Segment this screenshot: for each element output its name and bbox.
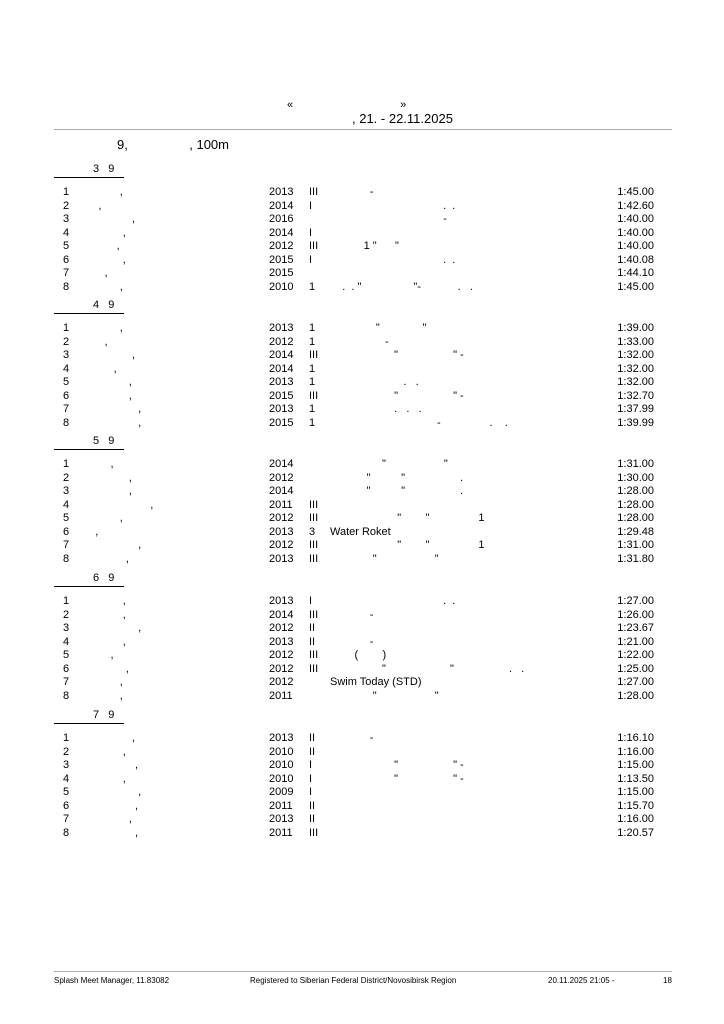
- result-place: 3: [63, 349, 70, 361]
- result-place: 4: [63, 498, 70, 511]
- result-rank: II: [309, 813, 316, 825]
- result-place: 6: [63, 662, 70, 675]
- heat-label-underline: [54, 177, 124, 178]
- result-rank: 1: [309, 335, 316, 348]
- result-rank: III: [309, 539, 319, 551]
- result-row: [0, 732, 724, 745]
- result-row: [0, 526, 724, 539]
- result-rank: 1: [309, 416, 316, 429]
- result-rank: II: [309, 799, 316, 812]
- result-club: " " . .: [330, 662, 525, 675]
- result-rank: III: [309, 240, 319, 252]
- result-name: ,: [80, 759, 139, 771]
- meet-dates: , 21. - 22.11.2025: [352, 111, 453, 126]
- result-club: . . .: [330, 403, 422, 415]
- result-row: [0, 773, 724, 786]
- heat-label-underline: [54, 723, 124, 724]
- result-birth-year: 2013: [269, 635, 294, 648]
- result-entry-time: 1:42.60: [617, 199, 654, 212]
- result-entry-time: 1:28.00: [617, 512, 654, 524]
- result-birth-year: 2013: [269, 376, 294, 388]
- result-entry-time: 1:40.00: [617, 226, 654, 239]
- result-club: - . .: [330, 416, 508, 429]
- result-name: ,: [80, 403, 142, 415]
- result-row: [0, 485, 724, 498]
- result-club: . . " "- . .: [330, 280, 473, 293]
- result-place: 4: [63, 226, 70, 239]
- result-rank: I: [309, 759, 313, 771]
- result-row: [0, 622, 724, 635]
- result-rank: III: [309, 186, 319, 198]
- result-name: ,: [80, 595, 126, 607]
- result-row: [0, 322, 724, 335]
- result-club: " " -: [330, 389, 464, 402]
- result-row: [0, 663, 724, 676]
- result-club: . .: [330, 595, 456, 607]
- result-club: " ": [330, 552, 439, 565]
- result-row: [0, 472, 724, 485]
- result-entry-time: 1:39.99: [617, 416, 654, 429]
- result-rank: II: [309, 622, 316, 634]
- result-entry-time: 1:26.00: [617, 608, 654, 621]
- result-birth-year: 2013: [269, 552, 294, 565]
- result-name: ,: [80, 649, 114, 661]
- result-rank: 1: [309, 362, 316, 375]
- result-rank: III: [309, 349, 319, 361]
- result-rank: I: [309, 253, 313, 266]
- result-birth-year: 2015: [269, 267, 294, 279]
- result-club: . .: [330, 253, 456, 266]
- result-rank: I: [309, 595, 313, 607]
- result-place: 6: [63, 799, 70, 812]
- result-place: 3: [63, 759, 70, 771]
- result-birth-year: 2011: [269, 689, 293, 702]
- result-place: 1: [63, 186, 70, 198]
- footer-page-number: 18: [663, 976, 672, 985]
- result-entry-time: 1:32.00: [617, 376, 654, 388]
- result-name: ,: [80, 512, 123, 524]
- result-entry-time: 1:15.00: [617, 759, 654, 771]
- footer-software: Splash Meet Manager, 11.83082: [54, 976, 170, 985]
- result-entry-time: 1:32.00: [617, 362, 654, 375]
- result-name: ,: [80, 389, 132, 402]
- result-name: ,: [80, 498, 154, 511]
- result-row: [0, 609, 724, 622]
- result-entry-time: 1:29.48: [617, 525, 654, 538]
- result-name: ,: [80, 471, 132, 484]
- result-birth-year: 2012: [269, 240, 294, 252]
- result-birth-year: 2012: [269, 649, 294, 661]
- result-name: ,: [80, 826, 139, 839]
- result-row: [0, 595, 724, 608]
- result-rank: I: [309, 226, 313, 239]
- result-birth-year: 2014: [269, 458, 294, 470]
- result-birth-year: 2012: [269, 512, 294, 524]
- result-place: 4: [63, 772, 70, 785]
- result-entry-time: 1:25.00: [617, 662, 654, 675]
- result-row: [0, 649, 724, 662]
- result-club: -: [330, 608, 374, 621]
- result-name: ,: [80, 772, 126, 785]
- result-name: ,: [80, 199, 102, 212]
- result-rank: III: [309, 826, 319, 839]
- result-entry-time: 1:23.67: [617, 622, 654, 634]
- heat-label: 5 9: [93, 435, 115, 447]
- result-rank: 1: [309, 280, 316, 293]
- result-row: [0, 636, 724, 649]
- result-rank: 1: [309, 376, 316, 388]
- result-entry-time: 1:28.00: [617, 498, 654, 511]
- result-row: [0, 512, 724, 525]
- result-place: 2: [63, 608, 70, 621]
- result-club: . .: [330, 199, 456, 212]
- result-club: -: [330, 732, 374, 744]
- result-entry-time: 1:45.00: [617, 280, 654, 293]
- result-birth-year: 2014: [269, 608, 294, 621]
- result-entry-time: 1:16.00: [617, 813, 654, 825]
- result-name: ,: [80, 362, 117, 375]
- result-row: [0, 499, 724, 512]
- result-name: ,: [80, 662, 129, 675]
- result-row: [0, 800, 724, 813]
- result-birth-year: 2014: [269, 485, 294, 497]
- result-row: [0, 240, 724, 253]
- result-entry-time: 1:16.10: [617, 732, 654, 744]
- result-club: " " -: [330, 759, 464, 771]
- result-birth-year: 2010: [269, 759, 294, 771]
- result-row: [0, 786, 724, 799]
- result-place: 3: [63, 485, 70, 497]
- result-row: [0, 539, 724, 552]
- result-name: ,: [80, 525, 99, 538]
- result-club: " ": [330, 322, 427, 334]
- result-row: [0, 281, 724, 294]
- result-club: Swim Today (STD): [330, 676, 422, 688]
- result-club: " ": [330, 458, 448, 470]
- result-name: ,: [80, 539, 142, 551]
- result-place: 6: [63, 389, 70, 402]
- result-place: 1: [63, 595, 70, 607]
- result-place: 8: [63, 280, 70, 293]
- result-entry-time: 1:40.00: [617, 213, 654, 225]
- meet-title: « »: [287, 99, 407, 111]
- result-rank: III: [309, 552, 319, 565]
- result-birth-year: 2015: [269, 253, 294, 266]
- result-name: ,: [80, 186, 123, 198]
- result-place: 7: [63, 403, 70, 415]
- result-row: [0, 376, 724, 389]
- result-name: ,: [80, 552, 129, 565]
- result-entry-time: 1:33.00: [617, 335, 654, 348]
- result-rank: II: [309, 732, 316, 744]
- result-place: 7: [63, 676, 70, 688]
- result-club: ( ): [330, 649, 387, 661]
- result-club: -: [330, 213, 447, 225]
- result-name: ,: [80, 349, 136, 361]
- result-birth-year: 2012: [269, 335, 294, 348]
- heat-label: 7 9: [93, 709, 115, 721]
- result-entry-time: 1:15.00: [617, 786, 654, 798]
- result-club: . .: [330, 376, 419, 388]
- result-birth-year: 2013: [269, 595, 294, 607]
- result-entry-time: 1:44.10: [617, 267, 654, 279]
- result-place: 5: [63, 512, 70, 524]
- result-entry-time: 1:45.00: [617, 186, 654, 198]
- result-rank: I: [309, 199, 313, 212]
- result-place: 2: [63, 745, 70, 758]
- result-birth-year: 2011: [269, 826, 293, 839]
- result-place: 2: [63, 335, 70, 348]
- result-place: 8: [63, 416, 70, 429]
- result-entry-time: 1:20.57: [617, 826, 654, 839]
- result-rank: III: [309, 512, 319, 524]
- result-row: [0, 403, 724, 416]
- result-club: " " 1: [330, 512, 485, 524]
- result-place: 8: [63, 689, 70, 702]
- result-entry-time: 1:40.00: [617, 240, 654, 252]
- result-place: 3: [63, 213, 70, 225]
- result-place: 8: [63, 826, 70, 839]
- result-name: ,: [80, 335, 108, 348]
- heat-label: 6 9: [93, 572, 115, 584]
- result-birth-year: 2013: [269, 322, 294, 334]
- footer-registration: Registered to Siberian Federal District/Novosibirsk Region: [250, 976, 457, 985]
- result-entry-time: 1:40.08: [617, 253, 654, 266]
- result-entry-time: 1:28.00: [617, 689, 654, 702]
- result-name: ,: [80, 676, 123, 688]
- result-row: [0, 746, 724, 759]
- result-entry-time: 1:30.00: [617, 471, 654, 484]
- result-club: Water Roket: [330, 525, 391, 538]
- result-place: 1: [63, 458, 70, 470]
- result-birth-year: 2014: [269, 362, 294, 375]
- result-rank: III: [309, 389, 319, 402]
- result-name: ,: [80, 635, 126, 648]
- result-place: 5: [63, 240, 70, 252]
- result-birth-year: 2010: [269, 772, 294, 785]
- result-row: [0, 676, 724, 689]
- result-birth-year: 2010: [269, 280, 294, 293]
- result-place: 5: [63, 376, 70, 388]
- result-place: 7: [63, 267, 70, 279]
- result-birth-year: 2011: [269, 498, 293, 511]
- result-row: [0, 363, 724, 376]
- result-place: 1: [63, 322, 70, 334]
- result-birth-year: 2013: [269, 732, 294, 744]
- result-birth-year: 2014: [269, 199, 294, 212]
- result-club: " " 1: [330, 539, 485, 551]
- result-place: 2: [63, 199, 70, 212]
- result-row: [0, 690, 724, 703]
- result-name: ,: [80, 240, 120, 252]
- result-row: [0, 227, 724, 240]
- result-place: 2: [63, 471, 70, 484]
- result-birth-year: 2012: [269, 676, 294, 688]
- result-rank: II: [309, 635, 316, 648]
- result-entry-time: 1:32.70: [617, 389, 654, 402]
- result-name: ,: [80, 732, 136, 744]
- result-entry-time: 1:22.00: [617, 649, 654, 661]
- result-row: [0, 200, 724, 213]
- result-row: [0, 553, 724, 566]
- result-rank: 1: [309, 403, 316, 415]
- result-name: ,: [80, 689, 123, 702]
- result-place: 4: [63, 635, 70, 648]
- result-rank: III: [309, 649, 319, 661]
- result-club: -: [330, 335, 389, 348]
- heat-label: 4 9: [93, 299, 115, 311]
- result-entry-time: 1:15.70: [617, 799, 654, 812]
- result-birth-year: 2013: [269, 403, 294, 415]
- result-place: 7: [63, 539, 70, 551]
- result-club: -: [330, 635, 374, 648]
- result-rank: 1: [309, 322, 316, 334]
- result-birth-year: 2012: [269, 471, 294, 484]
- result-birth-year: 2013: [269, 813, 294, 825]
- result-birth-year: 2015: [269, 416, 294, 429]
- result-place: 3: [63, 622, 70, 634]
- result-birth-year: 2013: [269, 186, 294, 198]
- result-rank: I: [309, 772, 313, 785]
- header-divider: [54, 129, 672, 130]
- result-name: ,: [80, 485, 132, 497]
- result-row: [0, 759, 724, 772]
- result-name: ,: [80, 813, 132, 825]
- heat-label-underline: [54, 586, 124, 587]
- event-title: 9, , 100m: [117, 137, 229, 152]
- result-row: [0, 267, 724, 280]
- result-birth-year: 2010: [269, 745, 294, 758]
- result-club: 1 " ": [330, 240, 399, 252]
- result-place: 6: [63, 525, 70, 538]
- result-name: ,: [80, 267, 108, 279]
- result-rank: I: [309, 786, 313, 798]
- result-row: [0, 813, 724, 826]
- result-club: " ": [330, 689, 439, 702]
- result-name: ,: [80, 226, 126, 239]
- result-name: ,: [80, 608, 126, 621]
- result-birth-year: 2011: [269, 799, 293, 812]
- result-rank: III: [309, 662, 319, 675]
- result-name: ,: [80, 213, 136, 225]
- result-row: [0, 336, 724, 349]
- result-entry-time: 1:27.00: [617, 676, 654, 688]
- result-birth-year: 2012: [269, 662, 294, 675]
- result-club: " " -: [330, 772, 464, 785]
- heat-label-underline: [54, 313, 124, 314]
- result-place: 5: [63, 649, 70, 661]
- result-name: ,: [80, 376, 132, 388]
- result-entry-time: 1:28.00: [617, 485, 654, 497]
- result-rank: III: [309, 498, 319, 511]
- result-birth-year: 2012: [269, 539, 294, 551]
- result-name: ,: [80, 416, 142, 429]
- result-row: [0, 390, 724, 403]
- result-entry-time: 1:13.50: [617, 772, 654, 785]
- result-rank: III: [309, 608, 319, 621]
- result-entry-time: 1:37.99: [617, 403, 654, 415]
- result-club: " " .: [330, 471, 464, 484]
- result-place: 1: [63, 732, 70, 744]
- heat-label-underline: [54, 449, 124, 450]
- result-birth-year: 2015: [269, 389, 294, 402]
- result-entry-time: 1:32.00: [617, 349, 654, 361]
- result-birth-year: 2012: [269, 622, 294, 634]
- result-entry-time: 1:16.00: [617, 745, 654, 758]
- result-entry-time: 1:31.00: [617, 458, 654, 470]
- result-entry-time: 1:21.00: [617, 635, 654, 648]
- result-name: ,: [80, 786, 142, 798]
- result-club: " " .: [330, 485, 464, 497]
- result-birth-year: 2014: [269, 349, 294, 361]
- result-name: ,: [80, 458, 114, 470]
- result-entry-time: 1:27.00: [617, 595, 654, 607]
- result-row: [0, 417, 724, 430]
- result-row: [0, 186, 724, 199]
- result-place: 7: [63, 813, 70, 825]
- result-club: " " -: [330, 349, 464, 361]
- result-name: ,: [80, 280, 123, 293]
- result-place: 5: [63, 786, 70, 798]
- result-rank: 3: [309, 525, 316, 538]
- result-name: ,: [80, 322, 123, 334]
- result-club: -: [330, 186, 374, 198]
- result-name: ,: [80, 253, 126, 266]
- result-row: [0, 254, 724, 267]
- footer-timestamp: 20.11.2025 21:05 -: [548, 976, 615, 985]
- result-name: ,: [80, 799, 139, 812]
- result-birth-year: 2014: [269, 226, 294, 239]
- result-name: ,: [80, 622, 142, 634]
- result-entry-time: 1:31.80: [617, 552, 654, 565]
- result-name: ,: [80, 745, 126, 758]
- result-birth-year: 2013: [269, 525, 294, 538]
- result-birth-year: 2009: [269, 786, 294, 798]
- result-rank: II: [309, 745, 316, 758]
- result-entry-time: 1:31.00: [617, 539, 654, 551]
- footer-divider: [54, 971, 672, 972]
- heat-label: 3 9: [93, 163, 115, 175]
- result-place: 4: [63, 362, 70, 375]
- result-birth-year: 2016: [269, 213, 294, 225]
- result-place: 8: [63, 552, 70, 565]
- result-entry-time: 1:39.00: [617, 322, 654, 334]
- result-row: [0, 213, 724, 226]
- result-row: [0, 458, 724, 471]
- result-row: [0, 349, 724, 362]
- result-place: 6: [63, 253, 70, 266]
- result-row: [0, 827, 724, 840]
